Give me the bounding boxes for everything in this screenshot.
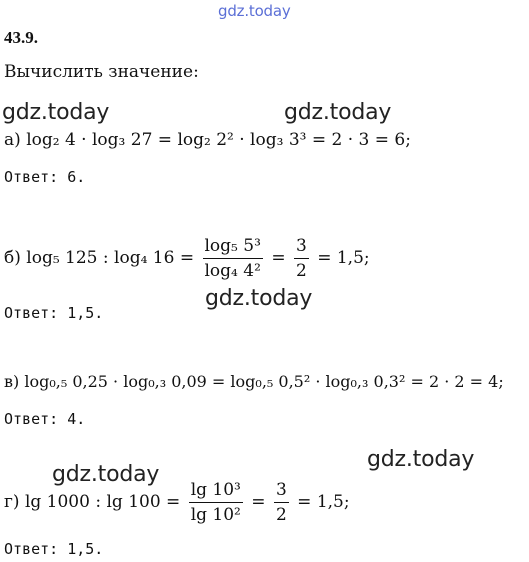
part-d-label: г) — [4, 492, 20, 512]
part-d-tail: = 1,5; — [297, 492, 350, 512]
watermark-2: gdz.today — [284, 100, 392, 125]
part-d-lhs: lg 1000 : lg 100 = — [24, 492, 181, 512]
part-d-fraction-1 — [189, 480, 243, 525]
part-a-label: а) — [4, 130, 21, 150]
part-c-label: в) — [4, 372, 20, 391]
watermark-4: gdz.today — [367, 447, 475, 472]
part-b-expression — [4, 236, 370, 281]
part-b-frac1-den: log₄ 4² — [204, 261, 261, 281]
watermark-3: gdz.today — [205, 286, 313, 311]
part-c-expression — [4, 372, 504, 391]
part-d-frac2-num: 3 — [274, 480, 289, 503]
part-b-fraction-2 — [294, 236, 309, 281]
part-d-frac1-den: lg 10² — [190, 505, 241, 525]
part-d-frac1-num: lg 10³ — [189, 480, 243, 503]
part-d-answer: Ответ: 1,5. — [4, 540, 104, 558]
part-a-answer: Ответ: 6. — [4, 168, 86, 186]
task-number: 43.9. — [4, 28, 38, 47]
watermark-top: gdz.today — [218, 2, 291, 20]
part-b-lhs: log₅ 125 : log₄ 16 = — [26, 248, 195, 268]
part-d-expression — [4, 480, 350, 525]
part-b-label: б) — [4, 248, 21, 268]
part-d-frac2-den: 2 — [275, 505, 287, 525]
part-c-expr: log₀,₅ 0,25 · log₀,₃ 0,09 = log₀,₅ 0,5² · log₀,₃ 0,3² = 2 · 2 = 4; — [24, 372, 504, 391]
part-d-fraction-2 — [274, 480, 289, 525]
part-a-expr: log₂ 4 · log₃ 27 = log₂ 2² · log₃ 3³ = 2 · 3 = 6; — [26, 130, 411, 150]
part-b-frac1-num: log₅ 5³ — [203, 236, 263, 259]
part-b-answer: Ответ: 1,5. — [4, 304, 104, 322]
part-c-answer: Ответ: 4. — [4, 410, 86, 428]
watermark-1: gdz.today — [2, 100, 110, 125]
part-b-tail: = 1,5; — [317, 248, 370, 268]
part-b-frac2-den: 2 — [295, 261, 307, 281]
part-b-frac2-num: 3 — [294, 236, 309, 259]
watermark-5: gdz.today — [52, 462, 160, 487]
part-b-eq: = — [271, 248, 286, 268]
part-d-eq: = — [251, 492, 266, 512]
part-b-fraction-1 — [203, 236, 263, 281]
part-a-expression — [4, 130, 411, 150]
task-instruction: Вычислить значение: — [4, 62, 199, 82]
